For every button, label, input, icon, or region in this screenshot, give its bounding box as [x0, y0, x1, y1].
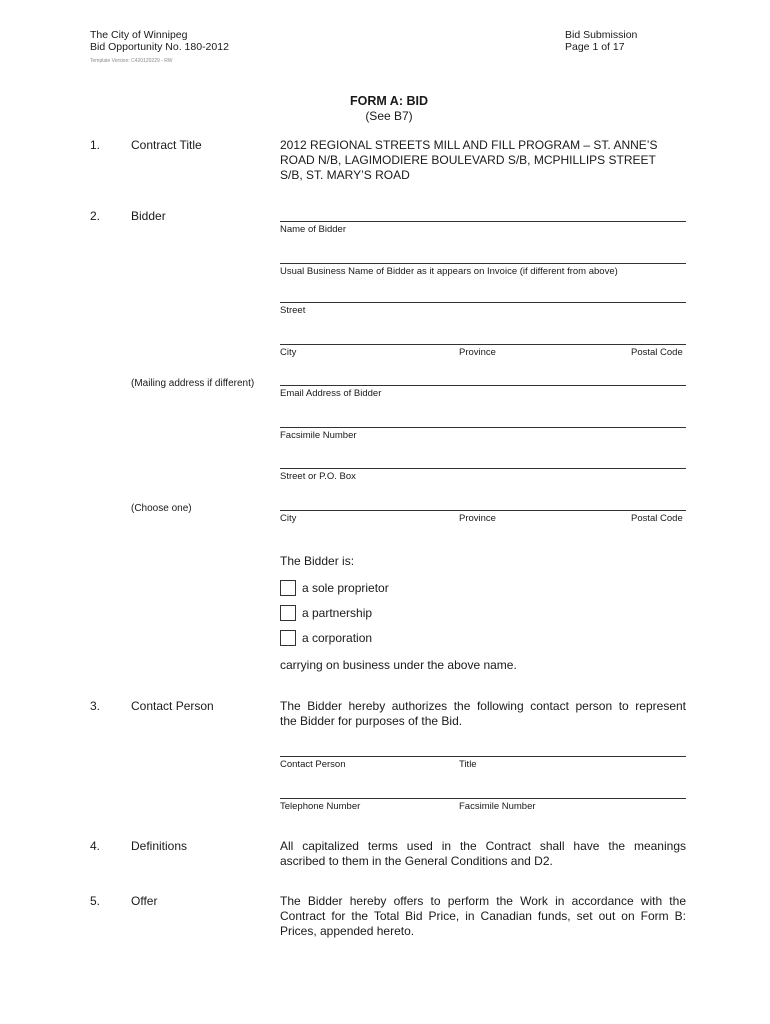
corporation-label: a corporation: [302, 631, 373, 645]
section-2-label: Bidder: [131, 209, 166, 223]
header-org: The City of Winnipeg: [90, 29, 188, 41]
city-province-postal-line-2[interactable]: [280, 510, 686, 511]
corporation-checkbox[interactable]: [280, 630, 296, 646]
contract-title-line: ROAD N/B, LAGIMODIERE BOULEVARD S/B, MCPHILLIPS STREET: [280, 153, 656, 167]
email-line[interactable]: [280, 385, 686, 386]
contact-paragraph-line: The Bidder hereby authorizes the following contact person to represent: [280, 699, 686, 713]
phone-fax-line[interactable]: [280, 798, 686, 799]
street-line[interactable]: [280, 302, 686, 303]
form-subtitle: (See B7): [365, 109, 413, 123]
section-4-label: Definitions: [131, 839, 188, 853]
section-1-number: 1.: [90, 138, 101, 152]
province-caption-2: Province: [459, 513, 496, 524]
contact-paragraph-line: the Bidder for purposes of the Bid.: [280, 714, 463, 728]
section-3-label: Contact Person: [131, 699, 214, 713]
section-2-number: 2.: [90, 209, 101, 223]
telephone-caption: Telephone Number: [280, 801, 361, 812]
header-page-number: Page 1 of 17: [565, 41, 625, 53]
street-caption: Street: [280, 305, 306, 316]
bidder-is-text: The Bidder is:: [280, 554, 355, 568]
city-caption: City: [280, 347, 297, 358]
postal-code-caption-2: Postal Code: [631, 513, 683, 524]
header-submission: Bid Submission: [565, 29, 638, 41]
definitions-line: All capitalized terms used in the Contract shall have the meanings: [280, 839, 686, 853]
province-caption: Province: [459, 347, 496, 358]
offer-line: The Bidder hereby offers to perform the Work in accordance with the: [280, 894, 686, 908]
partnership-label: a partnership: [302, 606, 373, 620]
offer-line: Contract for the Total Bid Price, in Canadian funds, set out on Form B:: [280, 909, 686, 923]
email-caption: Email Address of Bidder: [280, 388, 382, 399]
mailing-address-note: (Mailing address if different): [131, 378, 255, 389]
section-5-label: Offer: [131, 894, 158, 908]
usual-business-name-caption: Usual Business Name of Bidder as it appears on Invoice (if different from above): [280, 266, 618, 277]
section-3-number: 3.: [90, 699, 101, 713]
contact-person-paragraph: [280, 699, 686, 729]
postal-code-caption: Postal Code: [631, 347, 683, 358]
header-template-version: Template Version: C420120229 - RW: [90, 58, 173, 64]
contact-person-caption: Contact Person: [280, 759, 346, 770]
contact-title-line[interactable]: [280, 756, 686, 757]
offer-line: Prices, appended hereto.: [280, 924, 415, 938]
street-po-caption: Street or P.O. Box: [280, 471, 356, 482]
section-1-label: Contract Title: [131, 138, 202, 152]
form-title: FORM A: BID: [350, 94, 428, 108]
choose-one-note: (Choose one): [131, 503, 192, 514]
section-5-number: 5.: [90, 894, 101, 908]
section-4-number: 4.: [90, 839, 101, 853]
partnership-checkbox[interactable]: [280, 605, 296, 621]
usual-business-name-line[interactable]: [280, 263, 686, 264]
contract-title-text: [280, 138, 690, 183]
sole-proprietor-label: a sole proprietor: [302, 581, 389, 595]
offer-paragraph: [280, 894, 686, 939]
definitions-paragraph: [280, 839, 686, 869]
contact-facsimile-caption: Facsimile Number: [459, 801, 536, 812]
contract-title-line: S/B, ST. MARY’S ROAD: [280, 168, 410, 182]
street-po-line[interactable]: [280, 468, 686, 469]
header-bid-number: Bid Opportunity No. 180-2012: [90, 41, 229, 53]
title-caption: Title: [459, 759, 477, 770]
carrying-on-business-text: carrying on business under the above name.: [280, 658, 517, 672]
facsimile-caption: Facsimile Number: [280, 430, 357, 441]
sole-proprietor-checkbox[interactable]: [280, 580, 296, 596]
contract-title-line: 2012 REGIONAL STREETS MILL AND FILL PROGRAM – ST. ANNE’S: [280, 138, 658, 152]
definitions-line: ascribed to them in the General Conditions and D2.: [280, 854, 553, 868]
bidder-name-line[interactable]: [280, 221, 686, 222]
bidder-name-caption: Name of Bidder: [280, 224, 347, 235]
city-province-postal-line[interactable]: [280, 344, 686, 345]
facsimile-line[interactable]: [280, 427, 686, 428]
city-caption-2: City: [280, 513, 297, 524]
